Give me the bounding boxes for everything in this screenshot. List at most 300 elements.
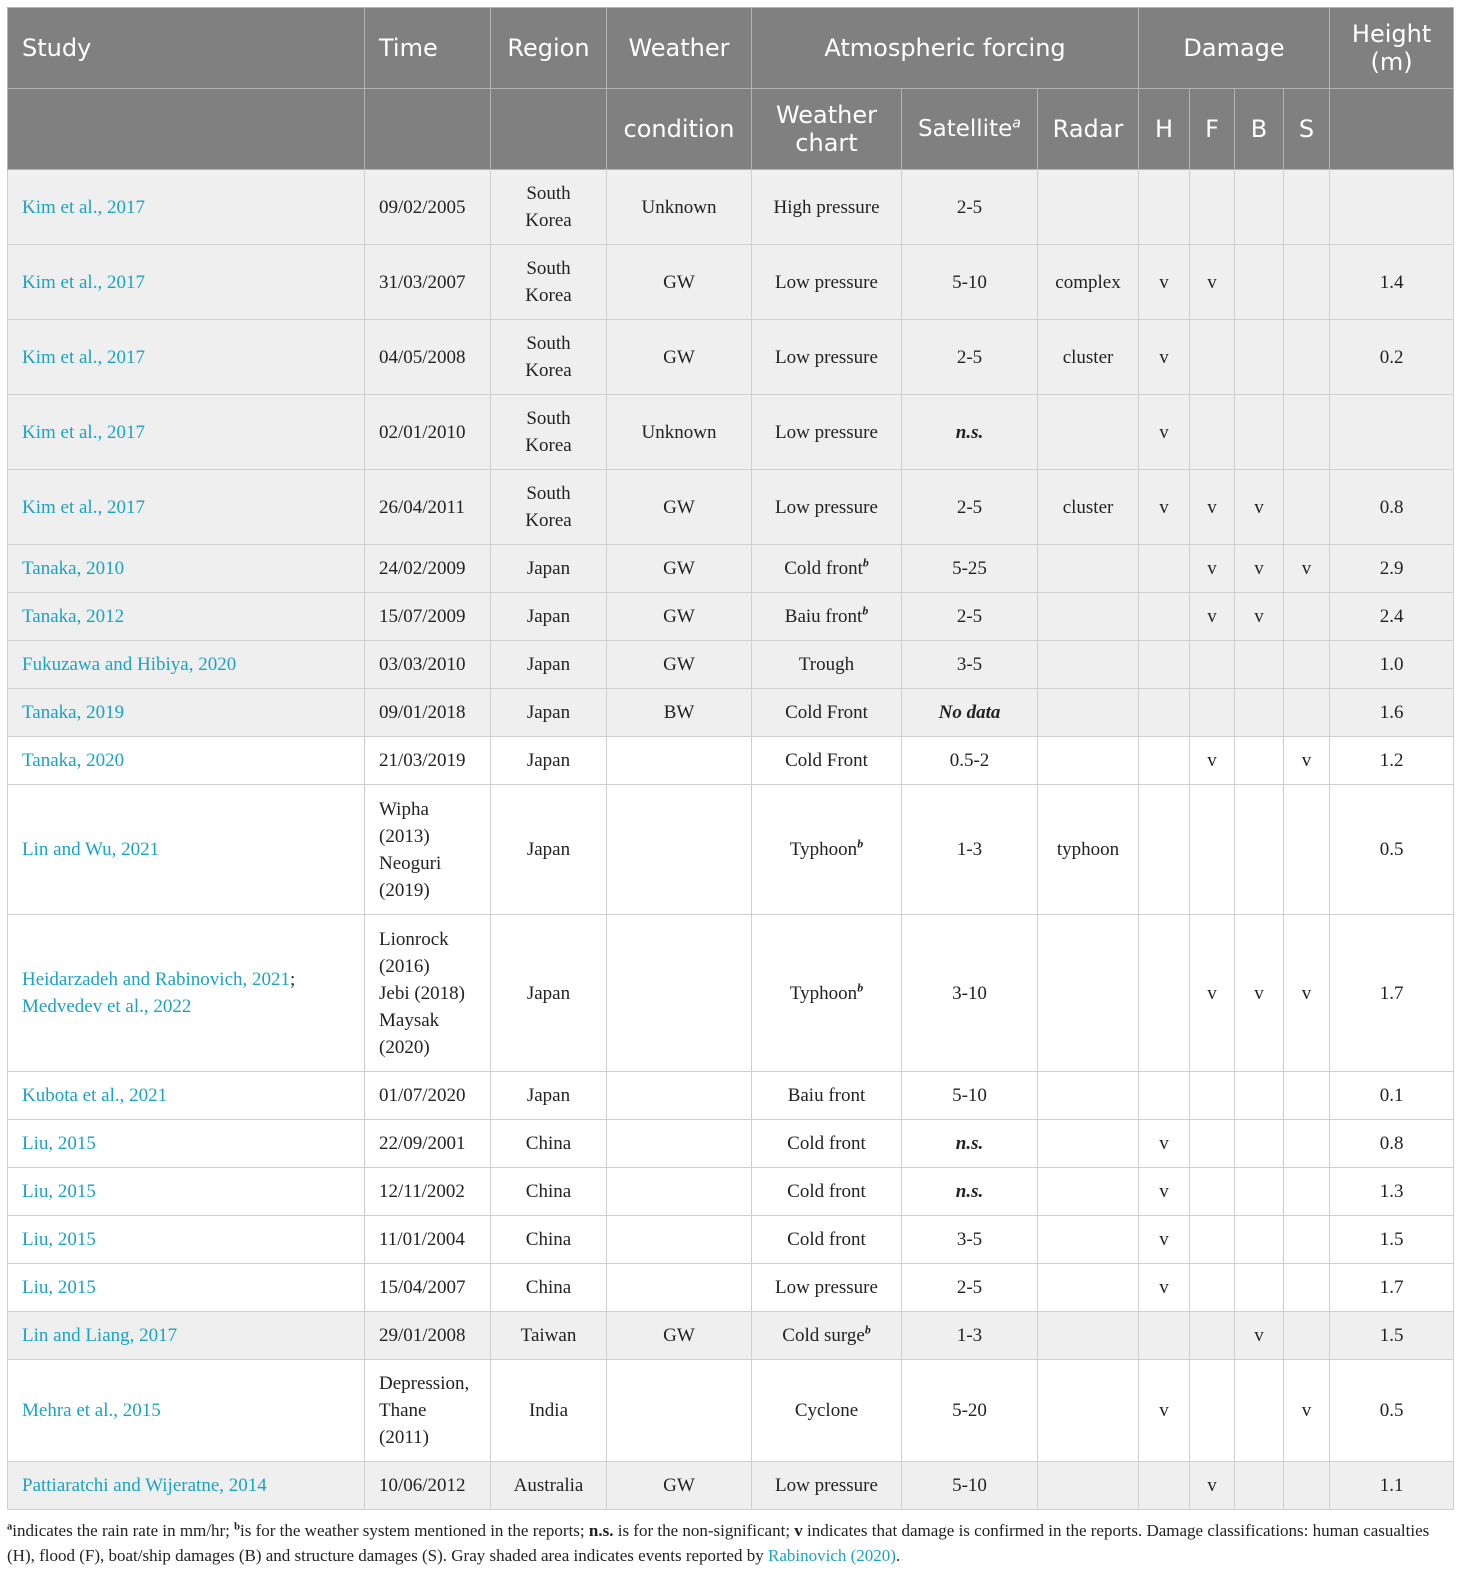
damage-s-cell <box>1284 1264 1330 1312</box>
height-cell: 0.8 <box>1330 470 1454 545</box>
weather-condition-cell <box>607 1072 752 1120</box>
damage-b-cell: v <box>1235 593 1284 641</box>
study-cell <box>8 689 365 737</box>
time-cell: 03/03/2010 <box>365 641 491 689</box>
height-cell: 0.2 <box>1330 320 1454 395</box>
time-line: Thane <box>379 1400 427 1421</box>
satellite-value: 5-10 <box>952 1085 987 1106</box>
weather-chart-cell <box>752 395 902 470</box>
satellite-cell <box>902 1072 1038 1120</box>
study-cell <box>8 470 365 545</box>
weather-chart-sup: b <box>862 604 869 618</box>
damage-f-cell: v <box>1190 245 1235 320</box>
weather-chart-text: Baiu front <box>787 1085 866 1106</box>
weather-chart-text: Low pressure <box>775 496 878 518</box>
height-cell: 1.2 <box>1330 737 1454 785</box>
satellite-value: 0.5-2 <box>949 750 990 771</box>
study-cell <box>8 641 365 689</box>
region-cell: Japan <box>491 1072 607 1120</box>
weather-condition-cell: GW <box>607 1312 752 1360</box>
col-f-header: F <box>1190 89 1235 170</box>
satellite-cell <box>902 1264 1038 1312</box>
col-height-header: Height (m) <box>1330 8 1454 89</box>
satellite-cell <box>902 1168 1038 1216</box>
satellite-cell <box>902 1216 1038 1264</box>
damage-f-cell <box>1190 1264 1235 1312</box>
damage-f-cell: v <box>1190 915 1235 1072</box>
study-cell <box>8 915 365 1072</box>
damage-f-cell <box>1190 1312 1235 1360</box>
damage-h-cell <box>1139 170 1190 245</box>
weather-chart-text: Cold Front <box>785 750 868 771</box>
damage-f-cell: v <box>1190 470 1235 545</box>
height-cell: 2.9 <box>1330 545 1454 593</box>
weather-condition-cell <box>607 1264 752 1312</box>
damage-h-cell <box>1139 593 1190 641</box>
weather-condition-cell: GW <box>607 470 752 545</box>
study-link[interactable]: Pattiaratchi and Wijeratne, 2014 <box>22 1475 267 1496</box>
footnote-v: v <box>794 1521 803 1540</box>
satellite-value: 2-5 <box>956 196 983 218</box>
header-empty-time <box>365 89 491 170</box>
weather-chart-cell <box>752 545 902 593</box>
weather-chart-cell <box>752 689 902 737</box>
weather-chart-text: Cold front <box>784 558 863 579</box>
height-cell: 1.1 <box>1330 1462 1454 1510</box>
time-cell: 01/07/2020 <box>365 1072 491 1120</box>
damage-s-cell <box>1284 170 1330 245</box>
weather-condition-cell: Unknown <box>607 395 752 470</box>
damage-s-cell <box>1284 1072 1330 1120</box>
weather-condition-cell: BW <box>607 689 752 737</box>
footnote-ns-text: is for the non-significant; <box>613 1521 795 1540</box>
study-separator: ; <box>290 969 296 990</box>
col-study-header: Study <box>8 8 365 89</box>
satellite-sup: a <box>1012 115 1021 132</box>
weather-condition-cell <box>607 737 752 785</box>
region-cell: South Korea <box>491 395 607 470</box>
region-cell: China <box>491 1168 607 1216</box>
region-cell: Taiwan <box>491 1312 607 1360</box>
damage-f-cell <box>1190 689 1235 737</box>
weather-chart-cell <box>752 320 902 395</box>
col-s-header: S <box>1284 89 1330 170</box>
weather-chart-text: Cold surge <box>782 1325 865 1346</box>
region-cell: China <box>491 1216 607 1264</box>
weather-chart-text: Typhoon <box>789 839 858 860</box>
footnote-b-text: is for the weather system mentioned in the reports; <box>240 1521 589 1540</box>
satellite-value: 1-3 <box>956 1325 983 1346</box>
time-line: (2016) <box>379 955 430 977</box>
weather-condition-cell <box>607 785 752 915</box>
radar-cell <box>1038 395 1139 470</box>
time-cell: 22/09/2001 <box>365 1120 491 1168</box>
radar-cell <box>1038 1264 1139 1312</box>
weather-chart-text: Typhoon <box>789 982 858 1004</box>
region-cell: Japan <box>491 737 607 785</box>
time-cell: 15/04/2007 <box>365 1264 491 1312</box>
damage-h-cell <box>1139 545 1190 593</box>
time-line: Jebi (2018) <box>379 982 466 1004</box>
weather-condition-cell: GW <box>607 545 752 593</box>
weather-condition-cell: GW <box>607 245 752 320</box>
table-row <box>8 785 1454 915</box>
study-link[interactable]: Tanaka, 2020 <box>22 750 125 771</box>
weather-chart-text: Trough <box>798 654 855 675</box>
weather-chart-text: Low pressure <box>775 346 878 368</box>
col-radar-header: Radar <box>1038 89 1139 170</box>
table-row <box>8 1312 1454 1360</box>
damage-s-cell: v <box>1284 1360 1330 1462</box>
damage-h-cell <box>1139 689 1190 737</box>
time-cell: 09/02/2005 <box>365 170 491 245</box>
damage-h-cell: v <box>1139 245 1190 320</box>
weather-condition-cell: GW <box>607 593 752 641</box>
damage-f-cell <box>1190 1120 1235 1168</box>
damage-h-cell <box>1139 1072 1190 1120</box>
damage-b-cell <box>1235 245 1284 320</box>
damage-s-cell <box>1284 320 1330 395</box>
satellite-cell <box>902 593 1038 641</box>
satellite-label: Satellite <box>918 116 1013 142</box>
damage-s-cell <box>1284 689 1330 737</box>
radar-cell <box>1038 1120 1139 1168</box>
study-link[interactable]: Liu, 2015 <box>22 1181 96 1202</box>
damage-b-cell <box>1235 1216 1284 1264</box>
satellite-cell <box>902 1312 1038 1360</box>
table-row <box>8 593 1454 641</box>
damage-b-cell <box>1235 641 1284 689</box>
radar-cell <box>1038 915 1139 1072</box>
satellite-cell <box>902 737 1038 785</box>
damage-f-cell: v <box>1190 545 1235 593</box>
damage-s-cell <box>1284 1120 1330 1168</box>
study-cell <box>8 245 365 320</box>
study-link[interactable]: Kim et al., 2017 <box>22 196 145 218</box>
time-cell <box>365 1360 491 1462</box>
footnote-a-text: indicates the rain rate in mm/hr; <box>12 1521 235 1540</box>
weather-chart-cell <box>752 1312 902 1360</box>
damage-h-cell: v <box>1139 320 1190 395</box>
weather-chart-text: Low pressure <box>775 421 878 443</box>
footnote-end: . <box>895 1546 901 1565</box>
study-link[interactable]: Kim et al., 2017 <box>22 496 145 518</box>
region-cell: South Korea <box>491 245 607 320</box>
weather-condition-cell <box>607 1120 752 1168</box>
height-cell: 1.5 <box>1330 1216 1454 1264</box>
study-link[interactable]: Lin and Liang, 2017 <box>22 1325 178 1346</box>
weather-chart-sup: b <box>857 837 864 851</box>
satellite-cell <box>902 1360 1038 1462</box>
table-row <box>8 689 1454 737</box>
damage-h-cell: v <box>1139 395 1190 470</box>
table-row <box>8 170 1454 245</box>
satellite-value: n.s. <box>955 1181 984 1202</box>
damage-b-cell <box>1235 785 1284 915</box>
damage-f-cell <box>1190 170 1235 245</box>
study-cell <box>8 1216 365 1264</box>
height-cell <box>1330 395 1454 470</box>
time-cell <box>365 785 491 915</box>
time-line: Neoguri <box>379 852 442 874</box>
damage-f-cell: v <box>1190 1462 1235 1510</box>
weather-chart-text: Cold front <box>787 1133 866 1154</box>
weather-chart-cell <box>752 470 902 545</box>
radar-cell <box>1038 641 1139 689</box>
study-link[interactable]: Kim et al., 2017 <box>22 421 145 443</box>
study-link[interactable]: Liu, 2015 <box>22 1229 96 1250</box>
time-cell: 04/05/2008 <box>365 320 491 395</box>
damage-h-cell: v <box>1139 1264 1190 1312</box>
study-link[interactable]: Tanaka, 2010 <box>22 558 125 579</box>
damage-s-cell <box>1284 1462 1330 1510</box>
damage-h-cell <box>1139 1462 1190 1510</box>
region-cell: South Korea <box>491 470 607 545</box>
time-cell: 10/06/2012 <box>365 1462 491 1510</box>
damage-b-cell <box>1235 170 1284 245</box>
study-link[interactable]: Lin and Wu, 2021 <box>22 839 160 860</box>
height-cell: 0.5 <box>1330 785 1454 915</box>
table-row <box>8 1072 1454 1120</box>
damage-b-cell <box>1235 1360 1284 1462</box>
damage-b-cell <box>1235 320 1284 395</box>
damage-f-cell <box>1190 1168 1235 1216</box>
col-damage-header: Damage <box>1139 8 1330 89</box>
radar-cell <box>1038 1462 1139 1510</box>
study-link[interactable]: Liu, 2015 <box>22 1277 96 1298</box>
weather-chart-cell <box>752 1072 902 1120</box>
satellite-value: No data <box>938 702 1001 723</box>
satellite-cell <box>902 545 1038 593</box>
weather-chart-sup: b <box>857 981 864 995</box>
satellite-cell <box>902 915 1038 1072</box>
study-link[interactable]: Heidarzadeh and Rabinovich, 2021 <box>22 969 291 990</box>
damage-f-cell: v <box>1190 593 1235 641</box>
table-row <box>8 1462 1454 1510</box>
study-cell <box>8 1462 365 1510</box>
satellite-value: 3-10 <box>952 982 987 1004</box>
satellite-value: 5-10 <box>952 271 987 293</box>
footnote-ns: n.s. <box>588 1521 614 1540</box>
damage-b-cell <box>1235 689 1284 737</box>
region-cell: South Korea <box>491 320 607 395</box>
study-cell <box>8 1072 365 1120</box>
radar-cell: cluster <box>1038 320 1139 395</box>
study-link[interactable]: Kubota et al., 2021 <box>22 1085 168 1106</box>
study-cell <box>8 1120 365 1168</box>
time-cell: 15/07/2009 <box>365 593 491 641</box>
weather-chart-cell <box>752 245 902 320</box>
damage-b-cell <box>1235 1462 1284 1510</box>
table-row <box>8 1264 1454 1312</box>
table-row <box>8 915 1454 1072</box>
col-region-header: Region <box>491 8 607 89</box>
study-cell <box>8 1312 365 1360</box>
damage-s-cell <box>1284 1216 1330 1264</box>
damage-s-cell: v <box>1284 737 1330 785</box>
damage-s-cell <box>1284 245 1330 320</box>
height-cell: 2.4 <box>1330 593 1454 641</box>
damage-s-cell <box>1284 593 1330 641</box>
damage-s-cell <box>1284 470 1330 545</box>
radar-cell <box>1038 689 1139 737</box>
radar-cell <box>1038 1168 1139 1216</box>
damage-s-cell <box>1284 641 1330 689</box>
damage-b-cell: v <box>1235 1312 1284 1360</box>
damage-b-cell <box>1235 737 1284 785</box>
time-line: (2011) <box>379 1427 429 1448</box>
footnote-a-sup: a <box>7 1521 13 1533</box>
weather-chart-cell <box>752 1264 902 1312</box>
time-line: Maysak <box>379 1009 440 1031</box>
col-time-header: Time <box>365 8 491 89</box>
weather-chart-cell <box>752 1120 902 1168</box>
time-line: Lionrock <box>379 928 449 950</box>
satellite-cell <box>902 641 1038 689</box>
study-link[interactable]: Kim et al., 2017 <box>22 271 145 293</box>
weather-chart-text: Low pressure <box>775 1277 878 1298</box>
satellite-value: 2-5 <box>956 496 983 518</box>
height-cell: 1.4 <box>1330 245 1454 320</box>
weather-chart-cell <box>752 641 902 689</box>
time-line: (2020) <box>379 1036 430 1058</box>
weather-chart-sup: b <box>864 1323 871 1337</box>
time-cell: 09/01/2018 <box>365 689 491 737</box>
damage-h-cell: v <box>1139 470 1190 545</box>
study-link[interactable]: Mehra et al., 2015 <box>22 1400 161 1421</box>
weather-chart-text: Cold Front <box>785 702 868 723</box>
header-empty-region <box>491 89 607 170</box>
time-cell: 12/11/2002 <box>365 1168 491 1216</box>
table-row <box>8 470 1454 545</box>
damage-f-cell: v <box>1190 737 1235 785</box>
table-row <box>8 737 1454 785</box>
col-atmospheric-forcing-header: Atmospheric forcing <box>752 8 1139 89</box>
satellite-value: 2-5 <box>956 1277 983 1298</box>
damage-s-cell <box>1284 395 1330 470</box>
damage-f-cell <box>1190 1360 1235 1462</box>
header-empty-study <box>8 89 365 170</box>
weather-condition-cell <box>607 1168 752 1216</box>
satellite-cell <box>902 470 1038 545</box>
study-link[interactable]: Medvedev et al., 2022 <box>22 996 192 1017</box>
weather-chart-cell <box>752 1168 902 1216</box>
height-cell: 1.7 <box>1330 1264 1454 1312</box>
damage-s-cell <box>1284 1168 1330 1216</box>
height-cell: 1.5 <box>1330 1312 1454 1360</box>
time-line: (2019) <box>379 879 430 901</box>
height-cell: 0.8 <box>1330 1120 1454 1168</box>
damage-b-cell: v <box>1235 470 1284 545</box>
height-cell: 1.6 <box>1330 689 1454 737</box>
weather-condition-cell: GW <box>607 1462 752 1510</box>
damage-b-cell <box>1235 1120 1284 1168</box>
study-link[interactable]: Tanaka, 2019 <box>22 702 125 723</box>
time-cell: 24/02/2009 <box>365 545 491 593</box>
weather-condition-cell <box>607 1216 752 1264</box>
region-cell: Japan <box>491 641 607 689</box>
weather-chart-text: Baiu front <box>784 606 863 627</box>
satellite-value: 5-10 <box>952 1475 987 1496</box>
radar-cell <box>1038 1072 1139 1120</box>
time-cell: 29/01/2008 <box>365 1312 491 1360</box>
height-cell: 0.1 <box>1330 1072 1454 1120</box>
col-b-header: B <box>1235 89 1284 170</box>
col-weather-condition-header: condition <box>607 89 752 170</box>
radar-cell: typhoon <box>1038 785 1139 915</box>
region-cell: Australia <box>491 1462 607 1510</box>
damage-b-cell: v <box>1235 915 1284 1072</box>
table-row <box>8 1360 1454 1462</box>
weather-chart-text: Cold front <box>787 1229 866 1250</box>
radar-cell: complex <box>1038 245 1139 320</box>
radar-cell <box>1038 545 1139 593</box>
study-link[interactable]: Tanaka, 2012 <box>22 606 125 627</box>
radar-cell <box>1038 170 1139 245</box>
damage-h-cell: v <box>1139 1216 1190 1264</box>
study-link[interactable]: Kim et al., 2017 <box>22 346 145 368</box>
study-cell <box>8 320 365 395</box>
damage-f-cell <box>1190 320 1235 395</box>
satellite-value: n.s. <box>955 421 984 443</box>
weather-chart-cell <box>752 915 902 1072</box>
radar-cell <box>1038 737 1139 785</box>
table-row <box>8 641 1454 689</box>
damage-s-cell: v <box>1284 545 1330 593</box>
damage-b-cell <box>1235 395 1284 470</box>
footnote-rabinovich-link[interactable]: Rabinovich (2020) <box>767 1546 896 1565</box>
satellite-cell <box>902 689 1038 737</box>
table-row <box>8 545 1454 593</box>
time-cell: 26/04/2011 <box>365 470 491 545</box>
study-cell <box>8 737 365 785</box>
weather-chart-cell <box>752 170 902 245</box>
time-cell: 02/01/2010 <box>365 395 491 470</box>
weather-chart-cell <box>752 737 902 785</box>
sea-level-events-table <box>7 7 1454 1510</box>
weather-chart-cell <box>752 1216 902 1264</box>
footnote-b-sup: b <box>234 1521 240 1533</box>
weather-chart-text: Low pressure <box>775 1475 878 1496</box>
study-cell <box>8 170 365 245</box>
time-line: Wipha <box>379 798 429 820</box>
study-link[interactable]: Liu, 2015 <box>22 1133 96 1154</box>
satellite-value: 3-5 <box>956 1229 983 1250</box>
weather-chart-text: Low pressure <box>775 271 878 293</box>
damage-h-cell <box>1139 1312 1190 1360</box>
height-cell: 1.0 <box>1330 641 1454 689</box>
time-cell: 21/03/2019 <box>365 737 491 785</box>
satellite-cell <box>902 320 1038 395</box>
satellite-value: 1-3 <box>956 839 983 860</box>
table-row <box>8 1168 1454 1216</box>
damage-h-cell <box>1139 915 1190 1072</box>
study-cell <box>8 545 365 593</box>
satellite-value: n.s. <box>955 1133 984 1154</box>
damage-s-cell <box>1284 1312 1330 1360</box>
study-cell <box>8 1264 365 1312</box>
weather-condition-cell <box>607 915 752 1072</box>
damage-s-cell: v <box>1284 915 1330 1072</box>
damage-f-cell <box>1190 641 1235 689</box>
study-link[interactable]: Fukuzawa and Hibiya, 2020 <box>22 654 237 675</box>
damage-h-cell <box>1139 641 1190 689</box>
damage-b-cell: v <box>1235 545 1284 593</box>
weather-chart-cell <box>752 1462 902 1510</box>
damage-f-cell <box>1190 1216 1235 1264</box>
region-cell: Japan <box>491 689 607 737</box>
damage-h-cell: v <box>1139 1120 1190 1168</box>
